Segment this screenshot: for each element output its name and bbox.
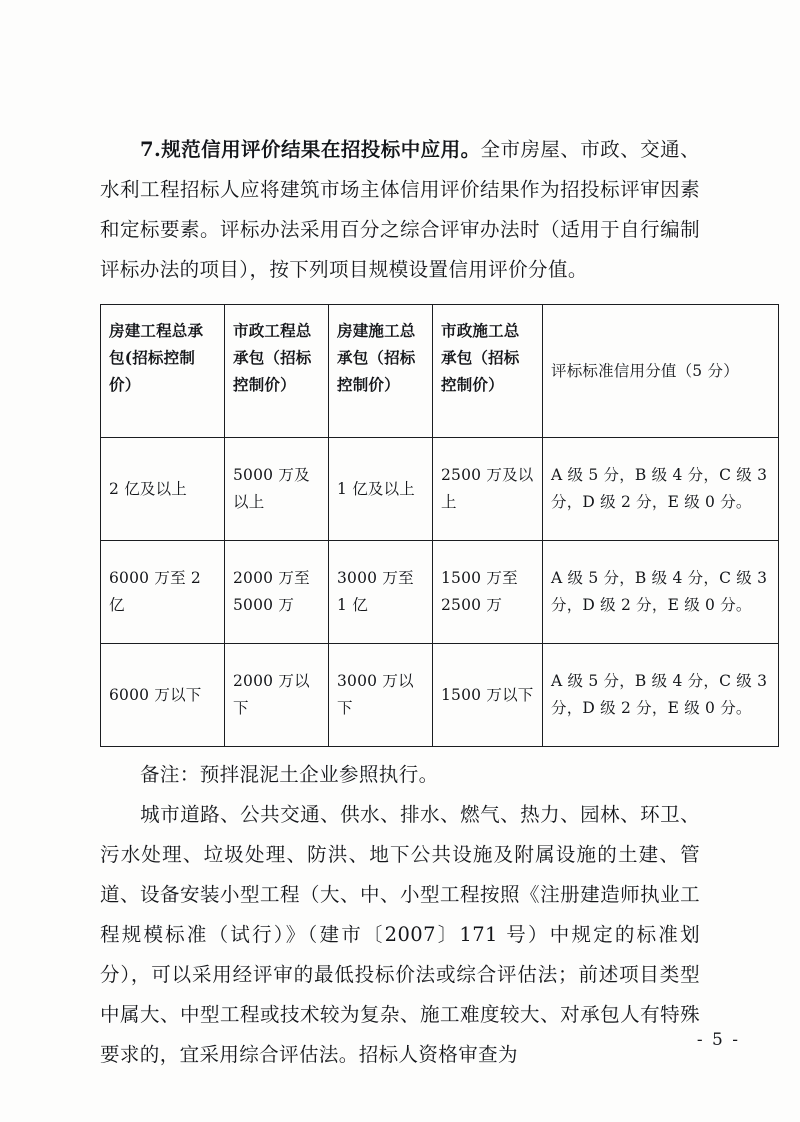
table-cell-scale: 6000 万至 2 亿: [101, 541, 225, 644]
table-cell-building-construction: 3000 万以下: [329, 644, 433, 747]
paragraph-scope-text: 城市道路、公共交通、供水、排水、燃气、热力、园林、环卫、污水处理、垃圾处理、防洪、地下公共设施及附属设施的土建、管道、设备安装小型工程（大、中、小型工程按照《注册建造师执业工程规模标准（试行）》（建市〔2007〕171 号）中规定的标准划分），可以采用经评审的最低投标价法或综合评估法；前述项目类型中属大、中型工程或技术较为复杂、施工难度较大、对承包人有特殊要求的，宜采用综合评估法。招标人资格审查为: [100, 803, 700, 1066]
section-number: 7.: [140, 138, 162, 161]
table-cell-score: A 级 5 分，B 级 4 分，C 级 3 分，D 级 2 分，E 级 0 分。: [543, 541, 779, 644]
table-row: [101, 438, 779, 541]
table-cell-municipal-construction: 1500 万至 2500 万: [433, 541, 543, 644]
table-cell-municipal-general: 5000 万及以上: [225, 438, 329, 541]
note-text: 备注：预拌混泥土企业参照执行。: [140, 763, 439, 786]
table-header-cell-3: 房建施工总承包（招标控制价）: [329, 305, 433, 438]
table-cell-scale: 6000 万以下: [101, 644, 225, 747]
table-cell-municipal-general: 2000 万以下: [225, 644, 329, 747]
table-cell-municipal-construction: 1500 万以下: [433, 644, 543, 747]
table-header-cell-2: 市政工程总承包（招标控制价）: [225, 305, 329, 438]
table-header-cell-5: 评标标准信用分值（5 分）: [543, 305, 779, 438]
table-note: [100, 755, 700, 795]
page-number: - 5 -: [696, 1030, 740, 1050]
table-cell-building-construction: 3000 万至 1 亿: [329, 541, 433, 644]
table-cell-scale: 2 亿及以上: [101, 438, 225, 541]
document-body: [100, 130, 768, 1075]
table-cell-municipal-construction: 2500 万及以上: [433, 438, 543, 541]
table-header-row: [101, 305, 779, 438]
table-cell-building-construction: 1 亿及以上: [329, 438, 433, 541]
table-header-cell-4: 市政施工总承包（招标控制价）: [433, 305, 543, 438]
section-title: 规范信用评价结果在招投标中应用。: [161, 138, 481, 161]
credit-score-table: [100, 304, 779, 747]
table-header-cell-1: 房建工程总承包(招标控制价）: [101, 305, 225, 438]
table-cell-municipal-general: 2000 万至 5000 万: [225, 541, 329, 644]
table-row: [101, 644, 779, 747]
table-cell-score: A 级 5 分，B 级 4 分，C 级 3 分，D 级 2 分，E 级 0 分。: [543, 644, 779, 747]
table-cell-score: A 级 5 分，B 级 4 分，C 级 3 分，D 级 2 分，E 级 0 分。: [543, 438, 779, 541]
section-body-text: 全市房屋、市政、交通、水利工程招标人应将建筑市场主体信用评价结果作为招投标评审因素和定标要素。评标办法采用百分之综合评审办法时（适用于自行编制评标办法的项目），按下列项目规模设置信用评价分值。: [100, 138, 700, 281]
table-row: [101, 541, 779, 644]
paragraph-section-7: [100, 130, 700, 290]
